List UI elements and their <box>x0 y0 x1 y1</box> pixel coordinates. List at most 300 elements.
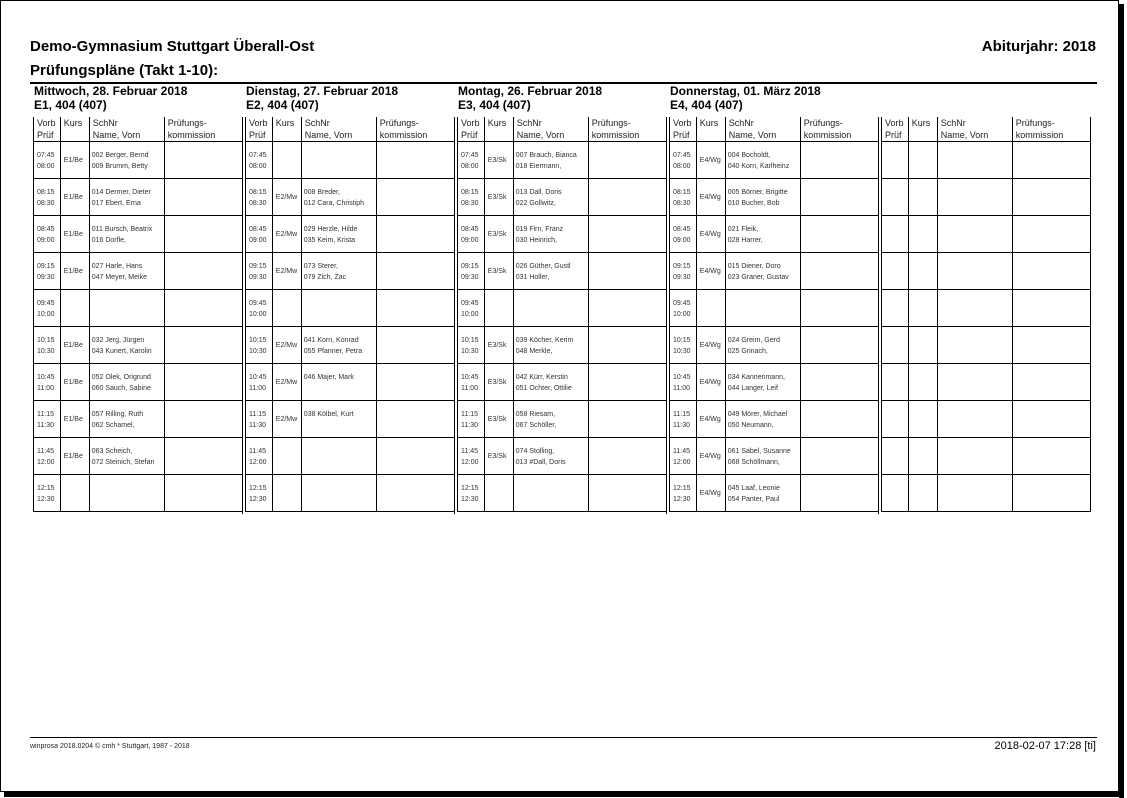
block-separator <box>454 117 455 514</box>
time-start: 09:45 <box>461 300 479 307</box>
kommission-cell <box>376 438 454 475</box>
kurs-cell <box>908 475 937 512</box>
table-row <box>670 327 879 364</box>
kommission-cell <box>1012 327 1090 364</box>
column-header-label: Vorb <box>37 118 56 128</box>
column-header-label: Kurs <box>699 118 719 128</box>
time-cell <box>246 438 273 475</box>
student-entry: 061 Sabel, Susanne <box>727 448 791 455</box>
time-cell <box>670 475 697 512</box>
column-header-label: Kurs <box>275 118 295 128</box>
time-start: 09:45 <box>249 300 267 307</box>
student-entry: 051 Ochter, Ottilie <box>515 385 572 392</box>
table-row <box>34 142 243 179</box>
time-end: 08:00 <box>673 163 691 170</box>
student-entry: 063 Scheich, <box>91 448 133 455</box>
students-cell <box>937 290 1012 327</box>
time-start: 08:45 <box>37 226 55 233</box>
kurs-cell <box>272 290 301 327</box>
kommission-cell <box>1012 401 1090 438</box>
time-end: 10:00 <box>249 311 267 318</box>
time-end: 12:00 <box>673 459 691 466</box>
student-entry: 052 Olek, Origrund <box>91 374 151 381</box>
time-cell <box>882 401 909 438</box>
student-entry: 044 Langer, Leif <box>727 385 778 392</box>
table-row <box>246 253 455 290</box>
time-cell <box>670 253 697 290</box>
time-cell <box>882 216 909 253</box>
student-entry: 023 Graner, Gustav <box>727 274 789 281</box>
time-start: 10:15 <box>37 337 55 344</box>
table-row <box>670 401 879 438</box>
time-cell <box>246 253 273 290</box>
student-entry: 030 Heinrich, <box>515 237 557 244</box>
table-row <box>670 364 879 401</box>
column-header-label: Prüf <box>673 130 690 140</box>
time-start: 08:15 <box>37 189 55 196</box>
time-end: 08:30 <box>673 200 691 207</box>
student-entry: 062 Schamel, <box>91 422 135 429</box>
kurs-cell <box>696 290 725 327</box>
col-pruefungskommission <box>800 117 878 142</box>
student-entry: 067 Schöller, <box>515 422 557 429</box>
time-end: 08:00 <box>249 163 267 170</box>
kurs-cell: E4/Wg <box>696 327 725 364</box>
day-date: Dienstag, 27. Februar 2018 <box>246 84 399 98</box>
time-start: 08:45 <box>249 226 267 233</box>
time-cell <box>34 290 61 327</box>
time-start: 08:45 <box>461 226 479 233</box>
students-cell <box>513 179 588 216</box>
kurs-cell: E2/Mw <box>272 253 301 290</box>
kommission-cell <box>588 253 666 290</box>
students-cell <box>513 216 588 253</box>
table-header <box>246 117 455 142</box>
col-vorb-pruef <box>34 117 61 142</box>
time-end: 10:00 <box>673 311 691 318</box>
time-start: 09:15 <box>249 263 267 270</box>
kurs-cell <box>908 216 937 253</box>
kommission-cell <box>800 364 878 401</box>
kurs-cell: E1/Be <box>60 142 89 179</box>
table-row <box>34 290 243 327</box>
kurs-cell <box>908 364 937 401</box>
table-row <box>882 253 1091 290</box>
time-cell <box>458 364 485 401</box>
student-entry: 057 Rilling, Ruth <box>91 411 144 418</box>
time-start: 11:15 <box>37 411 54 418</box>
column-header-label: Prüf <box>461 130 478 140</box>
column-header-label: SchNr <box>92 118 118 128</box>
time-end: 08:30 <box>249 200 267 207</box>
kommission-cell <box>800 401 878 438</box>
time-start: 09:15 <box>37 263 55 270</box>
table-row <box>458 438 667 475</box>
student-entry: 005 Börner, Brigitte <box>727 189 788 196</box>
kurs-cell <box>908 401 937 438</box>
students-cell <box>513 438 588 475</box>
students-cell <box>937 142 1012 179</box>
students-cell <box>937 253 1012 290</box>
time-start: 12:15 <box>461 485 479 492</box>
students-cell <box>301 179 376 216</box>
kurs-cell: E2/Mw <box>272 327 301 364</box>
student-entry: 050 Neumann, <box>727 422 774 429</box>
time-cell <box>34 438 61 475</box>
student-entry: 041 Korn, Konrad <box>303 337 359 344</box>
students-cell <box>513 401 588 438</box>
column-header-label: Vorb <box>673 118 692 128</box>
table-row <box>458 364 667 401</box>
col-schnr-name <box>937 117 1012 142</box>
student-entry: 015 Diener, Doro <box>727 263 781 270</box>
student-entry: 014 Dermer, Dieter <box>91 189 151 196</box>
time-end: 09:00 <box>37 237 55 244</box>
time-end: 11:30 <box>37 422 54 429</box>
time-end: 09:00 <box>249 237 267 244</box>
student-entry: 008 Breder, <box>303 189 340 196</box>
time-end: 11:00 <box>461 385 478 392</box>
kurs-cell <box>908 253 937 290</box>
kurs-cell: E3/Sk <box>484 364 513 401</box>
student-entry: 032 Jerg, Jürgen <box>91 337 145 344</box>
kommission-cell <box>1012 438 1090 475</box>
time-end: 10:00 <box>461 311 479 318</box>
student-entry: 002 Berger, Bernd <box>91 152 149 159</box>
time-cell <box>882 290 909 327</box>
kurs-cell: E2/Mw <box>272 179 301 216</box>
col-kurs <box>484 117 513 142</box>
student-entry: 021 Fleik, <box>727 226 759 233</box>
time-cell <box>670 179 697 216</box>
student-entry: 054 Panter, Paul <box>727 496 780 503</box>
students-cell <box>89 327 164 364</box>
table-row <box>246 475 455 512</box>
table-row <box>458 401 667 438</box>
kommission-cell <box>164 179 242 216</box>
time-cell <box>246 364 273 401</box>
kommission-cell <box>588 290 666 327</box>
time-end: 11:00 <box>37 385 54 392</box>
time-cell <box>882 179 909 216</box>
col-vorb-pruef <box>882 117 909 142</box>
kommission-cell <box>588 327 666 364</box>
student-entry: 022 Gollwitz, <box>515 200 556 207</box>
time-cell <box>882 253 909 290</box>
time-cell <box>458 290 485 327</box>
kommission-cell <box>800 438 878 475</box>
students-cell <box>301 290 376 327</box>
column-header-label: kommission <box>167 130 216 140</box>
time-start: 07:45 <box>673 152 691 159</box>
kurs-cell: E1/Be <box>60 364 89 401</box>
student-entry: 012 Cara, Christiph <box>303 200 365 207</box>
kurs-cell: E3/Sk <box>484 216 513 253</box>
student-entry: 026 Güther, Gustl <box>515 263 571 270</box>
time-end: 11:30 <box>673 422 690 429</box>
col-schnr-name <box>89 117 164 142</box>
student-entry: 004 Bocholdt, <box>727 152 771 159</box>
column-header-label: Prüfungs- <box>167 118 207 128</box>
time-end: 11:00 <box>673 385 690 392</box>
kurs-cell: E2/Mw <box>272 364 301 401</box>
col-vorb-pruef <box>458 117 485 142</box>
column-header-label: kommission <box>1015 130 1064 140</box>
time-cell <box>670 401 697 438</box>
block-separator <box>242 117 243 514</box>
kurs-cell <box>908 438 937 475</box>
time-end: 08:00 <box>37 163 55 170</box>
kurs-cell: E4/Wg <box>696 142 725 179</box>
kommission-cell <box>164 364 242 401</box>
students-cell <box>89 475 164 512</box>
time-cell <box>458 179 485 216</box>
kurs-cell: E3/Sk <box>484 438 513 475</box>
time-start: 11:45 <box>37 448 54 455</box>
table-row <box>246 216 455 253</box>
students-cell <box>937 179 1012 216</box>
time-cell <box>34 179 61 216</box>
students-cell <box>301 142 376 179</box>
column-header-label: Kurs <box>487 118 507 128</box>
time-end: 09:00 <box>461 237 479 244</box>
table-row <box>246 438 455 475</box>
time-end: 08:30 <box>461 200 479 207</box>
student-entry: 055 Pfanner, Petra <box>303 348 363 355</box>
page-shadow-bottom <box>4 792 1124 797</box>
kurs-cell <box>60 290 89 327</box>
student-entry: 027 Harle, Hans <box>91 263 143 270</box>
kommission-cell <box>376 401 454 438</box>
students-cell <box>513 290 588 327</box>
time-end: 09:30 <box>461 274 479 281</box>
time-cell <box>882 438 909 475</box>
time-start: 12:15 <box>673 485 691 492</box>
kurs-cell: E2/Mw <box>272 216 301 253</box>
time-cell <box>670 216 697 253</box>
time-start: 09:15 <box>673 263 691 270</box>
time-end: 09:00 <box>673 237 691 244</box>
table-row <box>458 179 667 216</box>
students-cell <box>89 364 164 401</box>
day-date: Montag, 26. Februar 2018 <box>458 84 603 98</box>
students-cell <box>725 364 800 401</box>
footer-copyright: winprosa 2018.0204 © cmh * Stuttgart, 1987 - 2018 <box>30 743 190 750</box>
students-cell <box>301 401 376 438</box>
day-schedule-table <box>33 117 245 512</box>
kommission-cell <box>588 475 666 512</box>
column-header-label: SchNr <box>728 118 754 128</box>
time-end: 11:00 <box>249 385 266 392</box>
student-entry: 068 Schöllmann, <box>727 459 780 466</box>
kommission-cell <box>800 253 878 290</box>
table-row <box>670 290 879 327</box>
students-cell <box>937 401 1012 438</box>
kurs-cell <box>908 327 937 364</box>
kommission-cell <box>800 179 878 216</box>
day-schedule-table <box>669 117 881 512</box>
table-row <box>34 401 243 438</box>
kommission-cell <box>1012 253 1090 290</box>
kommission-cell <box>800 216 878 253</box>
students-cell <box>725 142 800 179</box>
time-cell <box>458 438 485 475</box>
time-start: 09:15 <box>461 263 479 270</box>
students-cell <box>301 475 376 512</box>
time-cell <box>34 475 61 512</box>
student-entry: 048 Merkle, <box>515 348 553 355</box>
kommission-cell <box>376 290 454 327</box>
kurs-cell: E3/Sk <box>484 179 513 216</box>
kommission-cell <box>800 142 878 179</box>
time-start: 10:15 <box>249 337 267 344</box>
time-end: 08:30 <box>37 200 55 207</box>
kurs-cell: E4/Wg <box>696 364 725 401</box>
col-pruefungskommission <box>376 117 454 142</box>
students-cell <box>937 364 1012 401</box>
kurs-cell: E1/Be <box>60 179 89 216</box>
col-kurs <box>60 117 89 142</box>
kurs-cell <box>908 179 937 216</box>
time-start: 10:45 <box>673 374 691 381</box>
table-row <box>670 253 879 290</box>
col-kurs <box>272 117 301 142</box>
table-row <box>882 290 1091 327</box>
student-entry: 028 Harrer, <box>727 237 763 244</box>
time-cell <box>882 327 909 364</box>
kurs-cell <box>908 290 937 327</box>
table-header <box>34 117 243 142</box>
time-end: 10:30 <box>249 348 267 355</box>
footer-timestamp: 2018-02-07 17:28 [ti] <box>994 740 1096 752</box>
kommission-cell <box>164 253 242 290</box>
time-cell <box>246 475 273 512</box>
student-entry: 018 Eiermann, <box>515 163 562 170</box>
column-header-label: Vorb <box>249 118 268 128</box>
time-start: 11:45 <box>461 448 478 455</box>
table-row <box>34 216 243 253</box>
kommission-cell <box>164 290 242 327</box>
time-end: 12:30 <box>461 496 479 503</box>
kommission-cell <box>164 401 242 438</box>
students-cell <box>513 475 588 512</box>
student-entry: 038 Kölbel, Kurt <box>303 411 354 418</box>
time-cell <box>458 142 485 179</box>
kommission-cell <box>164 142 242 179</box>
time-start: 12:15 <box>249 485 267 492</box>
time-start: 07:45 <box>37 152 55 159</box>
column-header-label: Prüfungs- <box>1015 118 1055 128</box>
time-cell <box>882 142 909 179</box>
time-cell <box>882 364 909 401</box>
time-cell <box>458 216 485 253</box>
kurs-cell: E4/Wg <box>696 401 725 438</box>
block-separator <box>878 117 879 514</box>
students-cell <box>89 253 164 290</box>
student-entry: 045 Laaf, Leonie <box>727 485 780 492</box>
kurs-cell: E3/Sk <box>484 253 513 290</box>
kommission-cell <box>376 364 454 401</box>
column-header-label: SchNr <box>940 118 966 128</box>
table-row <box>34 179 243 216</box>
kurs-cell <box>272 475 301 512</box>
kommission-cell <box>1012 475 1090 512</box>
students-cell <box>725 327 800 364</box>
col-schnr-name <box>725 117 800 142</box>
table-row <box>34 327 243 364</box>
kommission-cell <box>1012 364 1090 401</box>
students-cell <box>725 290 800 327</box>
student-entry: 025 Grinach, <box>727 348 768 355</box>
table-row <box>246 142 455 179</box>
col-pruefungskommission <box>588 117 666 142</box>
table-row <box>458 216 667 253</box>
abiturjahr: Abiturjahr: 2018 <box>981 38 1096 55</box>
time-start: 11:45 <box>249 448 266 455</box>
students-cell <box>513 327 588 364</box>
col-vorb-pruef <box>246 117 273 142</box>
table-row <box>458 290 667 327</box>
students-cell <box>513 142 588 179</box>
table-row <box>882 438 1091 475</box>
column-header-label: Name, Vorn <box>940 130 989 140</box>
time-start: 10:45 <box>461 374 479 381</box>
table-row <box>458 475 667 512</box>
time-cell <box>458 475 485 512</box>
students-cell <box>89 142 164 179</box>
time-end: 11:30 <box>461 422 478 429</box>
kurs-cell <box>272 438 301 475</box>
col-schnr-name <box>513 117 588 142</box>
student-entry: 079 Zich, Zac <box>303 274 347 281</box>
time-end: 10:00 <box>37 311 55 318</box>
kurs-cell <box>908 142 937 179</box>
col-pruefungskommission <box>1012 117 1090 142</box>
student-entry: 073 Sterer, <box>303 263 338 270</box>
time-start: 10:45 <box>249 374 267 381</box>
student-entry: 049 Mörer, Michael <box>727 411 788 418</box>
student-entry: 039 Köcher, Kerim <box>515 337 574 344</box>
kurs-cell: E1/Be <box>60 438 89 475</box>
time-start: 07:45 <box>249 152 267 159</box>
time-cell <box>670 364 697 401</box>
time-start: 09:45 <box>673 300 691 307</box>
kommission-cell <box>376 327 454 364</box>
time-cell <box>246 216 273 253</box>
time-end: 09:30 <box>673 274 691 281</box>
time-end: 12:30 <box>673 496 691 503</box>
time-cell <box>458 253 485 290</box>
footer-rule <box>30 737 1097 738</box>
time-start: 11:15 <box>461 411 478 418</box>
time-cell <box>670 290 697 327</box>
column-header-label: Kurs <box>63 118 83 128</box>
school-name: Demo-Gymnasium Stuttgart Überall-Ost <box>30 38 315 55</box>
student-entry: 024 Greim, Gerd <box>727 337 780 344</box>
students-cell <box>513 364 588 401</box>
time-cell <box>34 142 61 179</box>
kurs-cell: E3/Sk <box>484 327 513 364</box>
table-row <box>34 253 243 290</box>
kurs-cell: E4/Wg <box>696 179 725 216</box>
plan-title: Prüfungspläne (Takt 1-10): <box>30 62 219 79</box>
kommission-cell <box>1012 216 1090 253</box>
kurs-cell: E3/Sk <box>484 401 513 438</box>
column-header-label: Prüfungs- <box>803 118 843 128</box>
table-row <box>246 179 455 216</box>
time-end: 08:00 <box>461 163 479 170</box>
page-shadow-right <box>1119 4 1124 798</box>
